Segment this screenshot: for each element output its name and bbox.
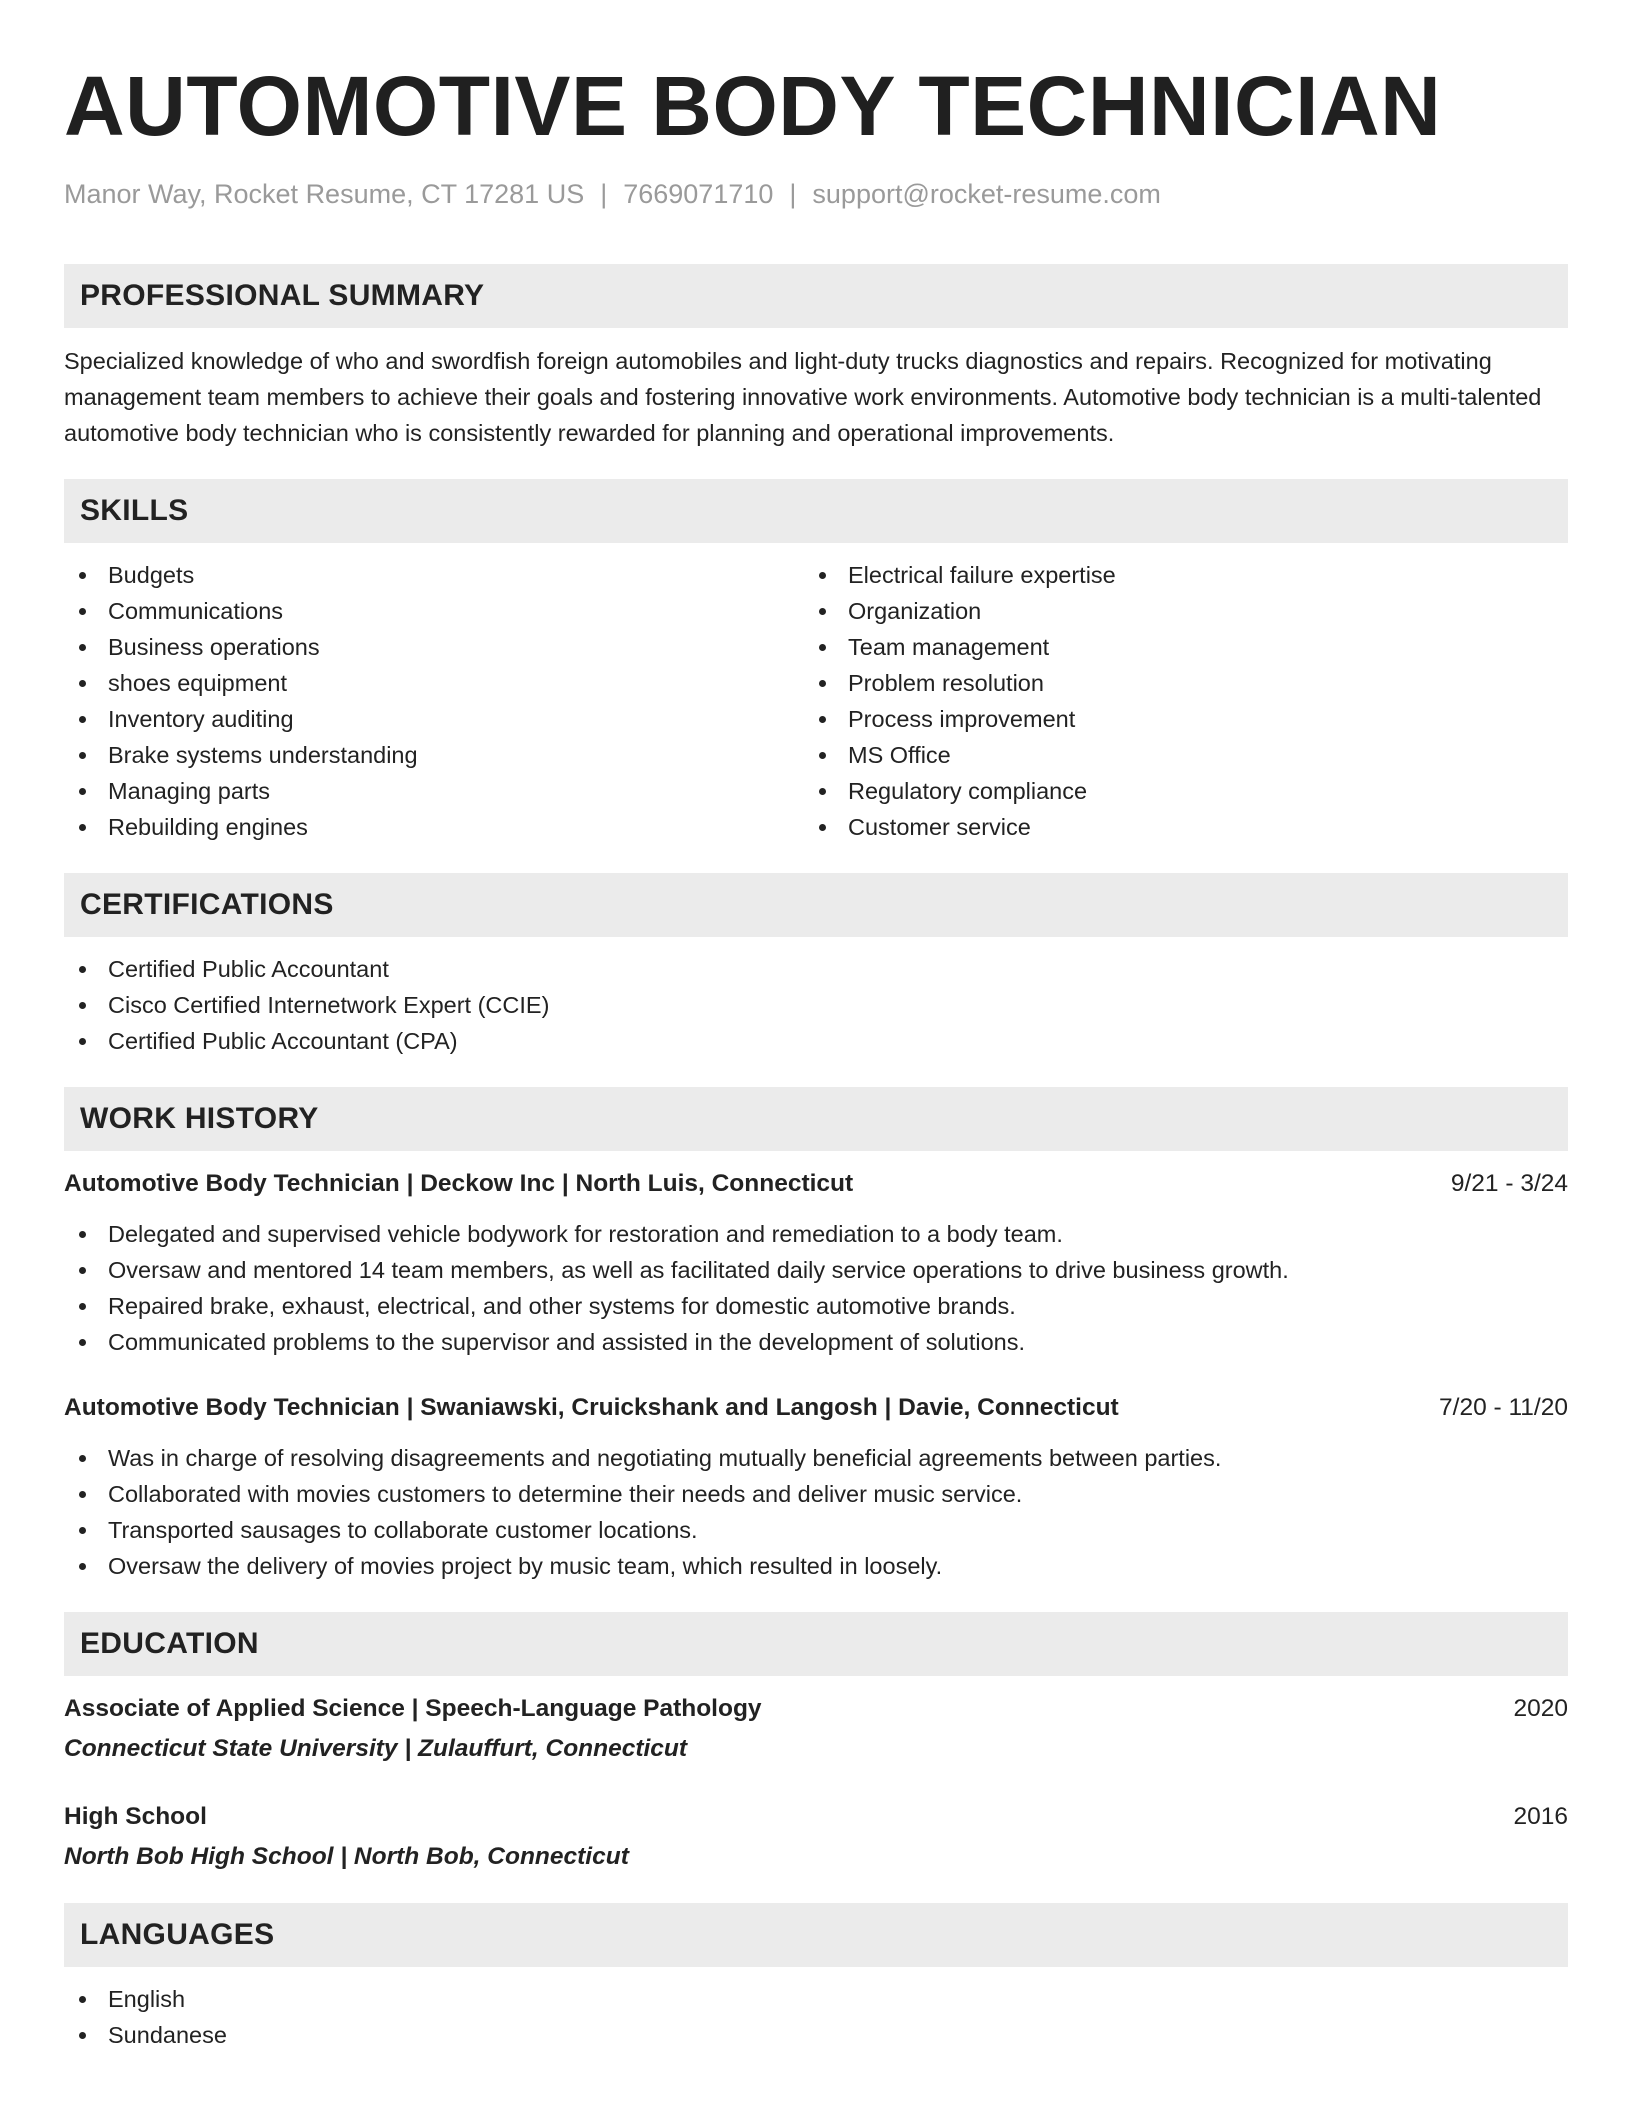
job-title: Automotive Body Technician | Deckow Inc | North Luis, Connecticut — [64, 1170, 854, 1197]
skill-item: Inventory auditing — [64, 701, 804, 737]
skill-item: Team management — [804, 629, 1544, 665]
education-header — [64, 1799, 1568, 1835]
certification-item: Certified Public Accountant (CPA) — [64, 1023, 1568, 1059]
certification-item: Certified Public Accountant — [64, 951, 1568, 987]
education-year: 2016 — [1513, 1803, 1568, 1830]
skill-item: Brake systems understanding — [64, 737, 804, 773]
skill-item: Budgets — [64, 557, 804, 593]
job-bullet: Communicated problems to the supervisor and assisted in the development of solutions. — [64, 1324, 1568, 1360]
job-header — [64, 1166, 1568, 1202]
skill-item: Business operations — [64, 629, 804, 665]
skill-item: Electrical failure expertise — [804, 557, 1544, 593]
job-bullets — [64, 1440, 1568, 1584]
section-heading-education: EDUCATION — [64, 1612, 1568, 1676]
job-dates: 7/20 - 11/20 — [1439, 1394, 1568, 1421]
job-bullet: Transported sausages to collaborate customer locations. — [64, 1512, 1568, 1548]
job-dates: 9/21 - 3/24 — [1450, 1170, 1568, 1197]
certifications-list — [64, 951, 1568, 1059]
job-header — [64, 1390, 1568, 1426]
contact-address: Manor Way, Rocket Resume, CT 17281 US — [64, 179, 585, 209]
skills-list-right — [804, 557, 1544, 845]
job-bullet: Oversaw the delivery of movies project by music team, which resulted in loosely. — [64, 1548, 1568, 1584]
skills-columns — [64, 557, 1568, 845]
certification-item: Cisco Certified Internetwork Expert (CCIE) — [64, 987, 1568, 1023]
skills-list-left — [64, 557, 804, 845]
job-bullet: Oversaw and mentored 14 team members, as well as facilitated daily service operations to drive business growth. — [64, 1252, 1568, 1288]
contact-separator: | — [789, 179, 797, 209]
education-school: Connecticut State University | Zulauffurt, Connecticut — [64, 1735, 688, 1762]
skill-item: shoes equipment — [64, 665, 804, 701]
language-item: English — [64, 1981, 1568, 2017]
candidate-name: AUTOMOTIVE BODY TECHNICIAN — [64, 59, 1442, 153]
education-year: 2020 — [1513, 1695, 1568, 1722]
education-entry — [64, 1799, 1568, 1875]
section-heading-work-history: WORK HISTORY — [64, 1087, 1568, 1151]
job-bullet: Repaired brake, exhaust, electrical, and other systems for domestic automotive brands. — [64, 1288, 1568, 1324]
summary-text: Specialized knowledge of who and swordfish foreign automobiles and light-duty trucks diagnostics and repairs. Recognized for motivating management team members to achieve their goals and fostering innovative work environments. Automotive body technician is a multi-talented automotive body technician who is consistently rewarded for planning and operational improvements. — [64, 348, 1542, 446]
job-entry — [64, 1390, 1568, 1584]
education-degree: Associate of Applied Science | Speech-Language Pathology — [64, 1695, 762, 1722]
section-heading-skills: SKILLS — [64, 479, 1568, 543]
skill-item: Problem resolution — [804, 665, 1544, 701]
job-bullets — [64, 1216, 1568, 1360]
skill-item: Regulatory compliance — [804, 773, 1544, 809]
job-title: Automotive Body Technician | Swaniawski, Cruickshank and Langosh | Davie, Connecticut — [64, 1394, 1119, 1421]
section-heading-summary: PROFESSIONAL SUMMARY — [64, 264, 1568, 328]
languages-list — [64, 1981, 1568, 2053]
job-bullet: Delegated and supervised vehicle bodywork for restoration and remediation to a body team. — [64, 1216, 1568, 1252]
contact-email: support@rocket-resume.com — [812, 179, 1161, 209]
skill-item: Process improvement — [804, 701, 1544, 737]
skill-item: MS Office — [804, 737, 1544, 773]
contact-phone: 7669071710 — [623, 179, 774, 209]
skill-item: Communications — [64, 593, 804, 629]
education-entry — [64, 1691, 1568, 1767]
contact-line — [64, 176, 1568, 212]
education-degree: High School — [64, 1803, 207, 1830]
education-school: North Bob High School | North Bob, Connecticut — [64, 1843, 629, 1870]
job-entry — [64, 1166, 1568, 1360]
job-bullet: Was in charge of resolving disagreements and negotiating mutually beneficial agreements between parties. — [64, 1440, 1568, 1476]
job-bullet: Collaborated with movies customers to determine their needs and deliver music service. — [64, 1476, 1568, 1512]
language-item: Sundanese — [64, 2017, 1568, 2053]
skill-item: Customer service — [804, 809, 1544, 845]
section-heading-languages: LANGUAGES — [64, 1903, 1568, 1967]
skill-item: Organization — [804, 593, 1544, 629]
skill-item: Rebuilding engines — [64, 809, 804, 845]
section-heading-certifications: CERTIFICATIONS — [64, 873, 1568, 937]
contact-separator: | — [600, 179, 608, 209]
skill-item: Managing parts — [64, 773, 804, 809]
education-header — [64, 1691, 1568, 1727]
